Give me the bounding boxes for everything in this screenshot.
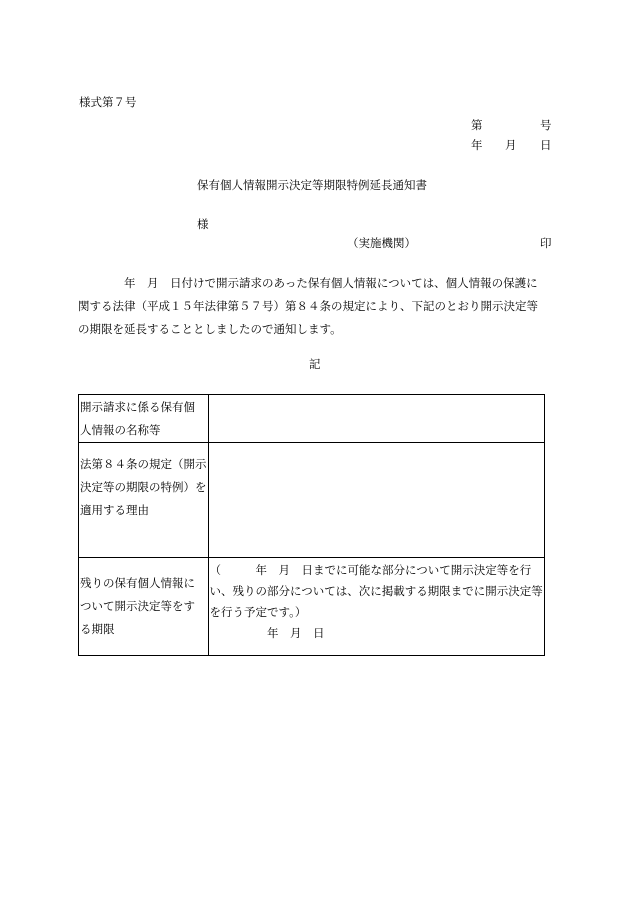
row-label-information-name: 開示請求に係る保有個 人情報の名称等 [79, 395, 209, 443]
notice-body-line: 年 月 日付けで開示請求のあった保有個人情報については、個人情報の保護に [78, 276, 538, 290]
notice-body-line: 関する法律（平成１５年法律第５７号）第８４条の規定により、下記のとおり開示決定等 [78, 299, 538, 313]
table-row [79, 558, 545, 656]
form-number: 様式第７号 [79, 95, 137, 109]
row-value-information-name [208, 395, 544, 443]
seal-mark: 印 [540, 236, 552, 250]
note-heading: 記 [309, 357, 321, 371]
issue-date-year: 年 [471, 138, 483, 152]
issuer-agency: （実施機関） [347, 236, 416, 250]
row-label-deadline: 残りの保有個人情報に ついて開示決定等をす る期限 [79, 558, 209, 656]
row-label-reason: 法第８４条の規定（開示 決定等の期限の特例）を 適用する理由 [79, 443, 209, 558]
row-value-deadline: （ 年 月 日までに可能な部分について開示決定等を行 い、残りの部分については、次に掲載する期限までに開示決定等 を行う予定です。） 年 月 日 [208, 558, 544, 656]
document-title: 保有個人情報開示決定等期限特例延長通知書 [197, 178, 427, 192]
table-row [79, 443, 545, 558]
issue-date-day: 日 [540, 138, 552, 152]
table-row [79, 395, 545, 443]
notice-body [78, 272, 550, 341]
recipient-honorific: 様 [197, 217, 209, 231]
issue-date-month: 月 [505, 138, 517, 152]
document-number-suffix: 号 [540, 118, 552, 132]
document-number-prefix: 第 [471, 118, 483, 132]
notice-body-line: の期限を延長することとしましたので通知します。 [78, 322, 342, 336]
row-value-reason [208, 443, 544, 558]
details-table [78, 394, 545, 656]
